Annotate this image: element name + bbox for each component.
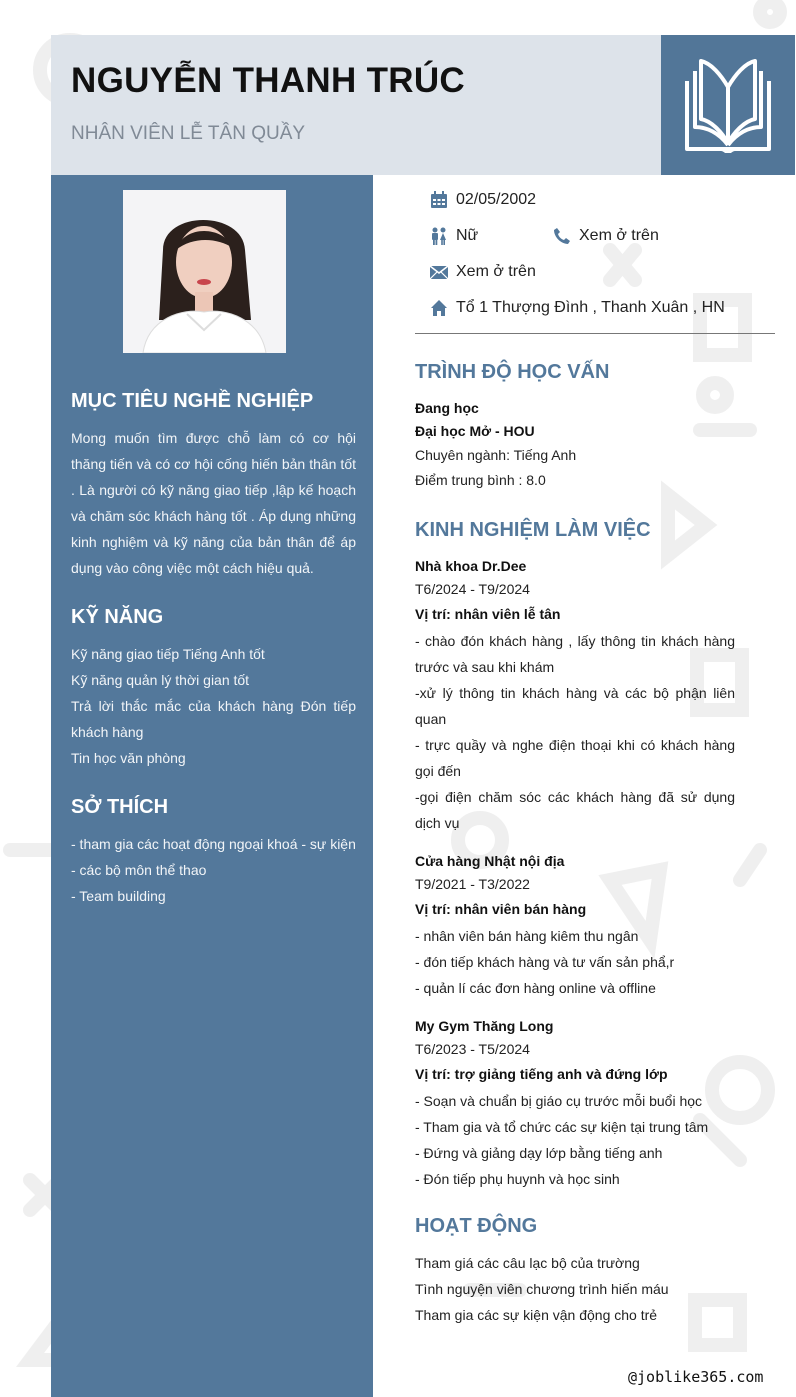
education-school: Đại học Mở - HOU [415,423,535,439]
education-block [415,397,735,493]
home-icon [430,299,448,317]
address-value: Tổ 1 Thượng Đình , Thanh Xuân , HN [456,299,725,316]
job-position: Vị trí: trợ giảng tiếng anh và đứng lớp [415,1066,668,1082]
hobbies-heading: SỞ THÍCH [71,796,169,818]
profile-photo [123,190,286,353]
job-company: My Gym Thăng Long [415,1018,554,1034]
education-gpa: Điểm trung bình : 8.0 [415,472,546,488]
portrait-image [123,190,286,353]
job-position: Vị trí: nhân viên bán hàng [415,901,587,917]
education-heading: TRÌNH ĐỘ HỌC VẤN [415,361,610,383]
dob-value: 02/05/2002 [456,191,537,208]
job-duty: - Soạn và chuẩn bị giáo cụ trước mỗi buổi học [415,1093,703,1109]
gender-row [430,227,478,245]
skill-item: Tin học văn phòng [71,750,186,766]
job-duty: - đón tiếp khách hàng và tư vấn sản phẩ,r [415,954,675,970]
job-duty: - Đứng và giảng dạy lớp bằng tiếng anh [415,1145,663,1161]
job-company: Nhà khoa Dr.Dee [415,558,527,574]
job-title: NHÂN VIÊN LỄ TÂN QUẦY [71,123,306,144]
header [51,35,661,175]
skills-section [71,606,356,771]
address-row [430,299,725,317]
objective-heading: MỤC TIÊU NGHỀ NGHIỆP [71,390,314,412]
hobby-item: - Team building [71,888,166,904]
job-duty: - chào đón khách hàng , lấy thông tin khách hàng trước và sau khi khám [415,633,735,675]
open-book-icon [681,57,775,153]
skill-item: Kỹ năng giao tiếp Tiếng Anh tốt [71,646,265,662]
job-duty: - nhân viên bán hàng kiêm thu ngân [415,928,639,944]
skill-item: Trả lời thắc mắc của khách hàng Đón tiếp khách hàng [71,698,356,740]
job-period: T6/2024 - T9/2024 [415,581,530,597]
activities-heading: HOẠT ĐỘNG [415,1215,538,1237]
job-entry [415,1015,735,1192]
hobby-item: - tham gia các hoạt động ngoại khoá - sự kiện [71,836,356,852]
education-major: Chuyên ngành: Tiếng Anh [415,447,577,463]
hobby-item: - các bộ môn thể thao [71,862,207,878]
experience-heading: KINH NGHIỆM LÀM VIỆC [415,519,651,541]
job-duty: -xử lý thông tin khách hàng và các bộ phận liên quan [415,685,735,727]
skill-item: Kỹ năng quản lý thời gian tốt [71,672,250,688]
job-duty: - Tham gia và tổ chức các sự kiện tại trung tâm [415,1119,709,1135]
candidate-name: NGUYỄN THANH TRÚC [71,61,465,100]
email-value: Xem ở trên [456,263,536,280]
job-entry [415,850,735,1001]
email-row [430,263,536,281]
job-duty: - trực quầy và nghe điện thoại khi có khách hàng gọi đến [415,737,735,779]
phone-row [553,227,659,245]
objective-section [71,390,356,581]
phone-icon [553,227,571,245]
job-company: Cửa hàng Nhật nội địa [415,853,565,869]
activity-item: Tình nguyện viên chương trình hiến máu [415,1281,669,1297]
skills-list [71,641,356,771]
activity-item: Tham gia các sự kiện vận động cho trẻ [415,1307,658,1323]
calendar-icon [430,191,448,209]
job-period: T9/2021 - T3/2022 [415,876,530,892]
phone-value: Xem ở trên [579,227,659,244]
gender-icon [430,227,448,245]
sidebar [51,175,373,1397]
job-duty: - Đón tiếp phụ huynh và học sinh [415,1171,620,1187]
gender-value: Nữ [456,227,479,244]
job-duty: -gọi điện chăm sóc các khách hàng đã sử dụng dịch vụ [415,789,735,831]
dob-row [430,191,536,209]
site-watermark: @joblike365.com [628,1368,764,1386]
job-period: T6/2023 - T5/2024 [415,1041,530,1057]
skills-heading: KỸ NĂNG [71,606,164,628]
book-badge [661,35,795,175]
activities-block [415,1250,735,1328]
objective-text: Mong muốn tìm được chỗ làm có cơ hội thăng tiến và có cơ hội cống hiến bản thân tốt . Là người có kỹ năng giao tiếp ,lập kế hoạch và chăm sóc khách hàng tốt . Áp dụng những kinh nghiệm và kỹ năng của bản thân để áp dụng vào công việc một cách hiệu quả. [71,430,356,576]
hobbies-section [71,796,356,909]
divider [415,333,775,334]
hobbies-list [71,831,356,909]
job-duty: - quản lí các đơn hàng online và offline [415,980,656,996]
job-position: Vị trí: nhân viên lễ tân [415,606,561,622]
envelope-icon [430,263,448,281]
activity-item: Tham giá các câu lạc bộ của trường [415,1255,640,1271]
education-status: Đang học [415,400,479,416]
job-entry [415,555,735,836]
